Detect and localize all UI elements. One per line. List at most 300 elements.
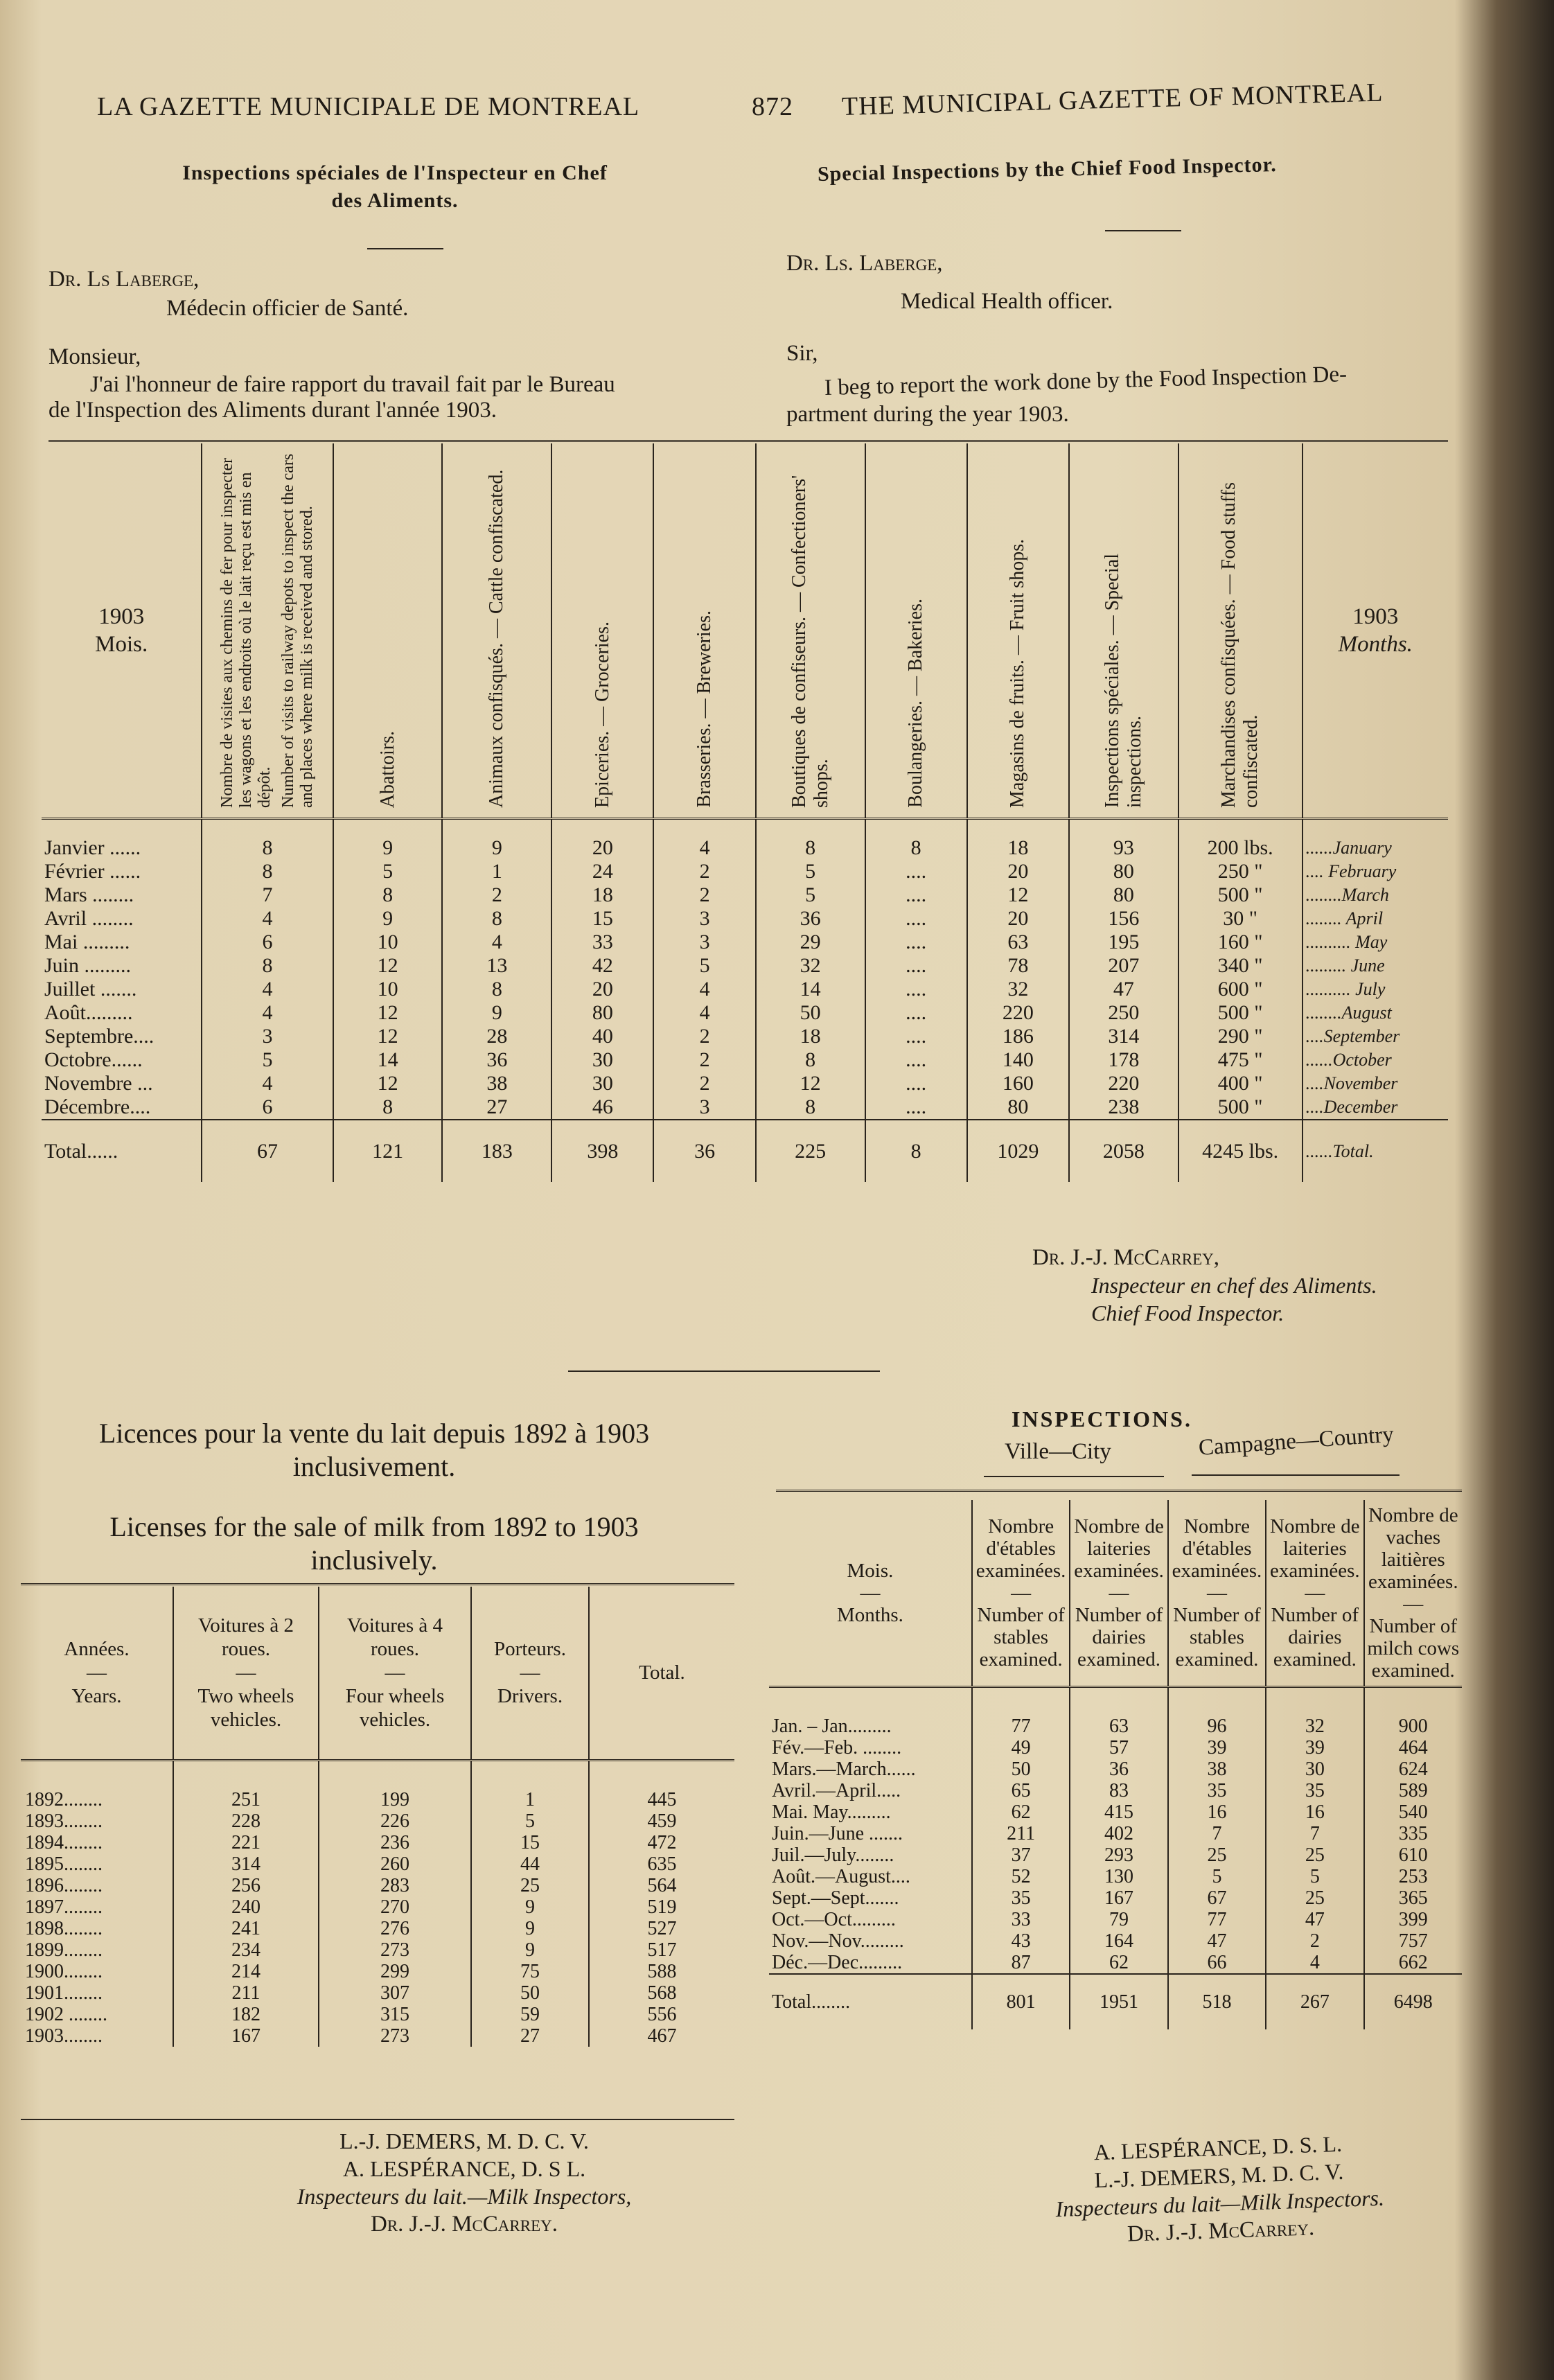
month-en: ......... June [1303,954,1448,978]
cell: 50 [972,1758,1070,1780]
cell: 87 [972,1952,1070,1974]
table-row [769,1758,1462,1780]
inspections-country: Campagne—Country [1197,1422,1395,1461]
cell: 9 [333,907,443,931]
cell: 8 [202,819,333,861]
table-row [21,2025,734,2047]
cell: 464 [1364,1737,1462,1758]
month: Déc.—Dec......... [772,1952,903,1973]
cell: 178 [1069,1048,1178,1072]
month-en: ....November [1303,1072,1448,1095]
table-row [42,954,1448,978]
col-breweries: Brasseries. — Breweries. [653,443,755,819]
drivers: 15 [471,1832,589,1853]
two-wheels: 241 [173,1918,319,1939]
table-row [21,1810,734,1832]
cell: 3 [653,1095,755,1120]
month: Oct.—Oct......... [772,1909,896,1930]
col-railway-visits: Nombre de visites aux chemins de fer pour inspecter les wagons et les endroits où le lait reçu est mis en dépôt. Number of visits to railway depots to inspect the cars and places where milk is received and stored. [202,443,333,819]
cell: 20 [967,860,1069,883]
drivers: 50 [471,1982,589,2004]
table-row [769,1801,1462,1823]
cell: 15 [551,907,653,931]
total: 519 [589,1896,734,1918]
col-city-stables: Nombre d'étables examinées. — Number of stables examined. [972,1500,1070,1687]
month-fr: Total...... [42,1120,202,1182]
cell: 340 " [1178,954,1303,978]
drivers: 9 [471,1939,589,1961]
table-row [42,931,1448,954]
cell: 93 [1069,819,1178,861]
cell: 8 [333,1095,443,1120]
two-wheels: 256 [173,1875,319,1896]
cell: 600 " [1178,978,1303,1001]
cell: 7 [202,883,333,907]
table-row [21,1982,734,2004]
cell: 900 [1364,1687,1462,1738]
cell: 52 [972,1866,1070,1887]
milk-licences-table [21,1587,734,2047]
cell: 2 [653,860,755,883]
food-table-body [42,819,1448,1183]
total: 467 [589,2025,734,2047]
month: Mars.—March...... [772,1758,916,1780]
cell: 12 [333,1072,443,1095]
cell: 65 [972,1780,1070,1801]
country-rule [1192,1474,1400,1476]
cell: 67 [202,1120,333,1182]
four-wheels: 283 [319,1875,471,1896]
cell: 402 [1070,1823,1167,1844]
cell: 8 [756,1095,865,1120]
month-en: ........March [1303,883,1448,907]
month-fr: Mars ........ [44,883,134,906]
total: 635 [589,1853,734,1875]
cell: 5 [202,1048,333,1072]
cell: 8 [202,860,333,883]
total: 556 [589,2004,734,2025]
table-row [769,1780,1462,1801]
total: 568 [589,1982,734,2004]
cell: 16 [1266,1801,1363,1823]
section-separator [568,1370,880,1372]
drivers: 59 [471,2004,589,2025]
month: Juil.—July........ [772,1844,894,1866]
table-row [42,860,1448,883]
drivers: 75 [471,1961,589,1982]
cell: 50 [756,1001,865,1025]
cell: 589 [1364,1780,1462,1801]
cell: 500 " [1178,1095,1303,1120]
table-row [42,1025,1448,1048]
cell: 3 [653,931,755,954]
cell: 36 [442,1048,551,1072]
year: 1892........ [25,1788,103,1810]
cell: 12 [967,883,1069,907]
month-fr: Septembre.... [44,1025,154,1048]
cell: 475 " [1178,1048,1303,1072]
fr-body-line1: J'ai l'honneur de faire rapport du travail fait par le Bureau [90,372,615,397]
table-row [42,1095,1448,1120]
cell: 83 [1070,1780,1167,1801]
cell: 10 [333,931,443,954]
year: 1903........ [25,2025,103,2047]
cell: 29 [756,931,865,954]
col-country-stables: Nombre d'étables examinées. — Number of stables examined. [1168,1500,1266,1687]
cell: .... [865,860,967,883]
month-fr: Janvier ...... [44,836,141,859]
cell: .... [865,883,967,907]
cell: 610 [1364,1844,1462,1866]
cell: 250 [1069,1001,1178,1025]
cell: 8 [756,819,865,861]
cell: 293 [1070,1844,1167,1866]
cell: 5 [756,883,865,907]
month-fr: Avril ........ [44,907,134,930]
table-row [769,1887,1462,1909]
cell: 160 [967,1072,1069,1095]
month-en: ......January [1303,819,1448,861]
header-left: LA GAZETTE MUNICIPALE DE MONTREAL [97,92,640,121]
month: Jan. – Jan......... [772,1716,892,1737]
cell: 28 [442,1025,551,1048]
cell: 20 [551,819,653,861]
signature-milk-inspectors-left: L.-J. DEMERS, M. D. C. V. A. LESPÉRANCE, D. S L. Inspecteurs du lait.—Milk Inspectors, Dr. J.-J. McCarrey. [297,2128,632,2237]
month: Juin.—June ....... [772,1823,903,1844]
cell: 47 [1266,1909,1363,1930]
total: 517 [589,1939,734,1961]
year: 1895........ [25,1853,103,1875]
total: 564 [589,1875,734,1896]
cell: 57 [1070,1737,1167,1758]
month-fr: Novembre ... [44,1072,153,1095]
table-row [21,1896,734,1918]
cell: 62 [1070,1952,1167,1974]
cell: 49 [972,1737,1070,1758]
cell: 39 [1266,1737,1363,1758]
en-title: Special Inspections by the Chief Food Inspector. [817,153,1277,186]
cell: 4 [653,819,755,861]
month-en: .......... May [1303,931,1448,954]
cell: 290 " [1178,1025,1303,1048]
fr-title-line1: Inspections spéciales de l'Inspecteur en Chef [182,161,608,184]
cell: 2 [653,1025,755,1048]
cell: 16 [1168,1801,1266,1823]
col-two-wheels: Voitures à 2 roues. — Two wheels vehicles. [173,1587,319,1760]
col-drivers: Porteurs. — Drivers. [471,1587,589,1760]
cell: 4 [442,931,551,954]
drivers: 27 [471,2025,589,2047]
year: 1894........ [25,1831,103,1853]
cell: 624 [1364,1758,1462,1780]
four-wheels: 273 [319,1939,471,1961]
two-wheels: 240 [173,1896,319,1918]
year: 1902 ........ [25,2003,107,2025]
col-mois: Mois. — Months. [837,1560,903,1626]
en-salutation: Sir, [786,341,818,366]
month-en: .... February [1303,860,1448,883]
four-wheels: 315 [319,2004,471,2025]
cell: 220 [1069,1072,1178,1095]
cell: 5 [653,954,755,978]
cell: .... [865,1048,967,1072]
cell: 335 [1364,1823,1462,1844]
cell: 25 [1266,1887,1363,1909]
cell: 35 [972,1887,1070,1909]
cell: 156 [1069,907,1178,931]
two-wheels: 211 [173,1982,319,2004]
four-wheels: 270 [319,1896,471,1918]
cell: 8 [865,819,967,861]
cell: 8 [202,954,333,978]
cell: 30 [551,1048,653,1072]
cell: 3 [653,907,755,931]
cell: 80 [551,1001,653,1025]
two-wheels: 214 [173,1961,319,1982]
page-number: 872 [752,92,793,121]
cell: 186 [967,1025,1069,1048]
table-row [769,1909,1462,1930]
two-wheels: 234 [173,1939,319,1961]
month-en: ....September [1303,1025,1448,1048]
four-wheels: 307 [319,1982,471,2004]
cell: 30 " [1178,907,1303,931]
table-row [21,1832,734,1853]
year: 1900........ [25,1960,103,1982]
month: Sept.—Sept....... [772,1887,899,1909]
cell: 314 [1069,1025,1178,1048]
col-milch-cows: Nombre de vaches laitières examinées. — Number of milch cows examined. [1364,1500,1462,1687]
month-fr: Octobre...... [44,1048,143,1071]
total-row [42,1120,1448,1182]
year: 1893........ [25,1810,103,1832]
month-en: ....December [1303,1095,1448,1120]
col-fruit-shops: Magasins de fruits. — Fruit shops. [967,443,1069,819]
table-row [21,1853,734,1875]
table-row [21,1875,734,1896]
cell: 801 [972,1974,1070,2029]
table-row [21,1760,734,1810]
table-row [21,1918,734,1939]
cell: 36 [1070,1758,1167,1780]
cell: 12 [333,954,443,978]
cell: 14 [756,978,865,1001]
cell: 77 [1168,1909,1266,1930]
fr-salutation: Monsieur, [48,344,141,369]
fr-addressee-role: Médecin officier de Santé. [166,296,409,321]
cell: 4 [202,1072,333,1095]
signature-food-inspector: Dr. J.-J. McCarrey, Inspecteur en chef des Aliments. Chief Food Inspector. [1032,1245,1377,1325]
milk-table-bottom-rule [21,2119,734,2120]
four-wheels: 273 [319,2025,471,2047]
cell: 37 [972,1844,1070,1866]
four-wheels: 226 [319,1810,471,1832]
month-en: ......Total. [1303,1120,1448,1182]
city-rule [984,1476,1164,1477]
cell: 2 [653,1072,755,1095]
cell: 38 [442,1072,551,1095]
drivers: 5 [471,1810,589,1832]
cell: 662 [1364,1952,1462,1974]
cell: .... [865,931,967,954]
cell: 9 [333,819,443,861]
cell: 2 [442,883,551,907]
month-en: .......... July [1303,978,1448,1001]
cell: 6498 [1364,1974,1462,2029]
food-inspection-table [42,443,1448,1182]
cell: 46 [551,1095,653,1120]
cell: 160 " [1178,931,1303,954]
cell: 36 [756,907,865,931]
fr-title [42,159,748,215]
month-fr: Février ...... [44,860,141,883]
cell: 63 [1070,1687,1167,1738]
cell: 10 [333,978,443,1001]
cell: 225 [756,1120,865,1182]
cell: 238 [1069,1095,1178,1120]
two-wheels: 251 [173,1760,319,1810]
month: Mai. May......... [772,1801,891,1823]
cell: 400 " [1178,1072,1303,1095]
col-country-dairies: Nombre de laiteries examinées. — Number of dairies examined. [1266,1500,1363,1687]
cell: 5 [333,860,443,883]
cell: 12 [756,1072,865,1095]
cell: 80 [967,1095,1069,1120]
table-row [769,1823,1462,1844]
month: Fév.—Feb. ........ [772,1737,902,1758]
fr-title-line2: des Aliments. [331,189,459,212]
inspections-city: Ville—City [1005,1439,1111,1464]
col-month-en: 1903 Months. [1303,443,1448,819]
cell: 35 [1168,1780,1266,1801]
cell: 9 [442,1001,551,1025]
cell: 9 [442,819,551,861]
cell: 79 [1070,1909,1167,1930]
month-en: ........August [1303,1001,1448,1025]
cell: 20 [967,907,1069,931]
cell: 365 [1364,1887,1462,1909]
cell: 6 [202,931,333,954]
table-row [42,907,1448,931]
cell: 35 [1266,1780,1363,1801]
cell: 62 [972,1801,1070,1823]
month: Total........ [769,1974,972,2029]
cell: 47 [1069,978,1178,1001]
cell: 24 [551,860,653,883]
cell: 1029 [967,1120,1069,1182]
cell: 167 [1070,1887,1167,1909]
en-body-line1: I beg to report the work done by the Food Inspection De- [824,362,1348,400]
inspections-title: INSPECTIONS. [1012,1407,1192,1431]
cell: 4 [202,978,333,1001]
col-groceries: Epiceries. — Groceries. [551,443,653,819]
drivers: 44 [471,1853,589,1875]
cell: 4245 lbs. [1178,1120,1303,1182]
col-bakeries: Boulangeries. — Bakeries. [865,443,967,819]
header-right: THE MUNICIPAL GAZETTE OF MONTREAL [841,78,1384,121]
table-row [42,1048,1448,1072]
cell: 30 [1266,1758,1363,1780]
table-row [769,1866,1462,1887]
month-en: ........ April [1303,907,1448,931]
col-abattoirs: Abattoirs. [333,443,443,819]
four-wheels: 199 [319,1760,471,1810]
cell: 25 [1168,1844,1266,1866]
milk-licences-title-fr: Licences pour la vente du lait depuis 1892 à 1903 inclusivement. [98,1418,650,1482]
fr-addressee: Dr. Ls Laberge, [48,267,200,292]
total-row [769,1974,1462,2029]
cell: .... [865,1095,967,1120]
table-row [769,1687,1462,1738]
four-wheels: 299 [319,1961,471,1982]
total: 527 [589,1918,734,1939]
cell: 7 [1266,1823,1363,1844]
cell: 20 [551,978,653,1001]
col-special-inspections: Inspections spéciales. — Special inspections. [1069,443,1178,819]
cell: 33 [551,931,653,954]
cell: 1951 [1070,1974,1167,2029]
cell: 40 [551,1025,653,1048]
cell: 121 [333,1120,443,1182]
table-row [42,819,1448,861]
cell: 253 [1364,1866,1462,1887]
col-city-dairies: Nombre de laiteries examinées. — Number of dairies examined. [1070,1500,1167,1687]
cell: .... [865,954,967,978]
cell: 3 [202,1025,333,1048]
four-wheels: 236 [319,1832,471,1853]
two-wheels: 182 [173,2004,319,2025]
cell: 18 [756,1025,865,1048]
total: 472 [589,1832,734,1853]
month-fr: Juin ......... [44,954,132,977]
milk-licences-title-en: Licenses for the sale of milk from 1892 to 1903 inclusively. [109,1511,639,1576]
milk-table-body [21,1760,734,2047]
table-row [769,1952,1462,1974]
en-body-line2: partment during the year 1903. [786,402,1069,427]
cell: 415 [1070,1801,1167,1823]
table-row [21,1939,734,1961]
table-row [769,1737,1462,1758]
col-four-wheels: Voitures à 4 roues. — Four wheels vehicles. [319,1587,471,1760]
inspections-table-body [769,1687,1462,2030]
cell: 13 [442,954,551,978]
drivers: 1 [471,1760,589,1810]
two-wheels: 314 [173,1853,319,1875]
month-fr: Août......... [44,1001,133,1024]
cell: .... [865,1072,967,1095]
cell: 518 [1168,1974,1266,2029]
cell: 399 [1364,1909,1462,1930]
cell: 207 [1069,954,1178,978]
cell: 2058 [1069,1120,1178,1182]
cell: 18 [551,883,653,907]
cell: 77 [972,1687,1070,1738]
year: 1898........ [25,1917,103,1939]
cell: 8 [442,907,551,931]
year: 1897........ [25,1896,103,1918]
cell: 140 [967,1048,1069,1072]
cell: 540 [1364,1801,1462,1823]
cell: 8 [442,978,551,1001]
cell: .... [865,907,967,931]
cell: 96 [1168,1687,1266,1738]
year: 1901........ [25,1982,103,2004]
cell: 43 [972,1930,1070,1952]
cell: 164 [1070,1930,1167,1952]
four-wheels: 276 [319,1918,471,1939]
cell: 398 [551,1120,653,1182]
cell: 32 [756,954,865,978]
